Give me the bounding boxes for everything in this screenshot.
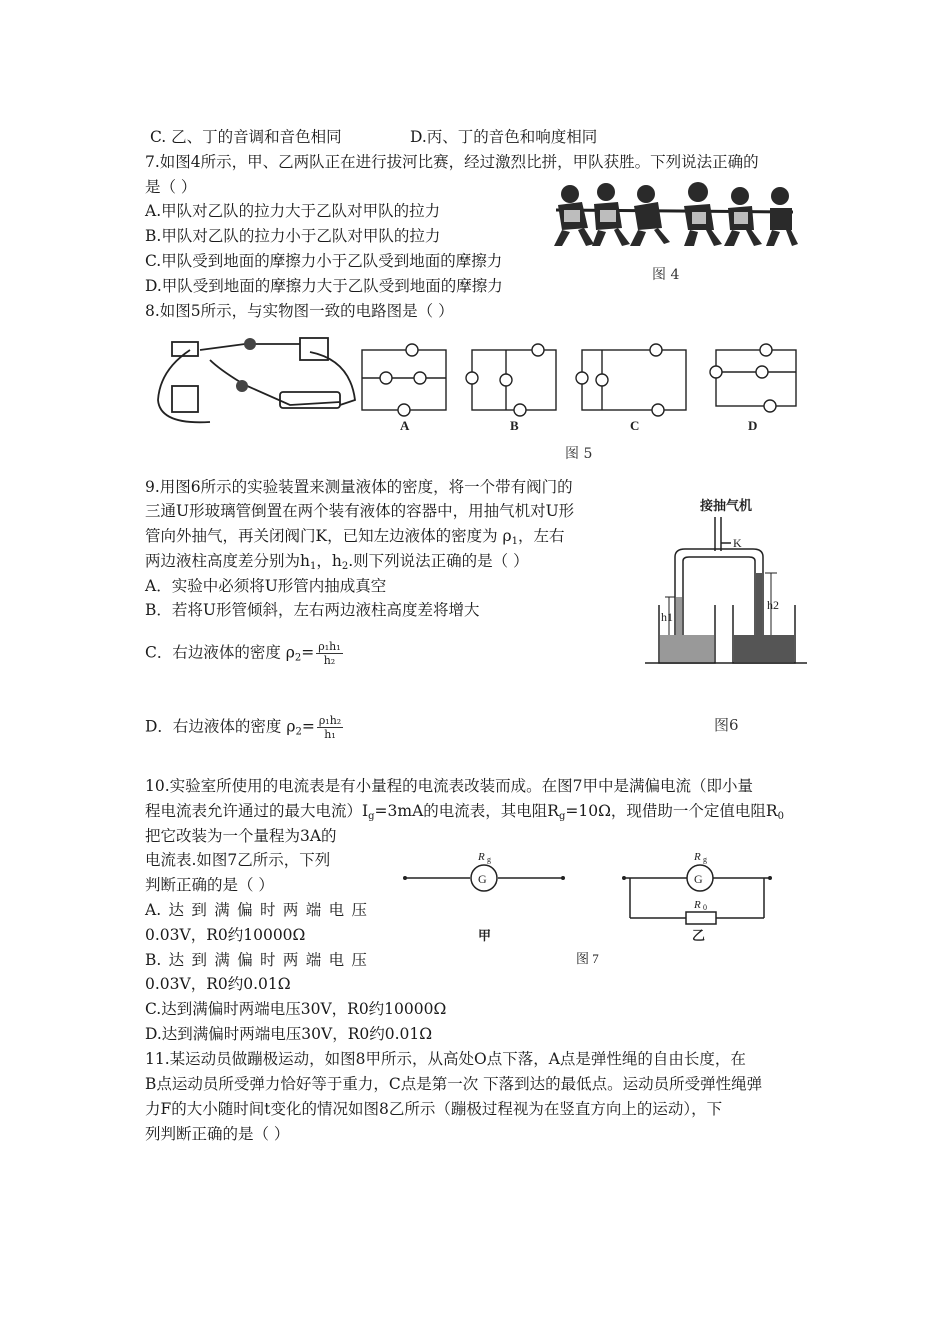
q10-option-c: C.达到满偏时两端电压30V，R0约10000Ω bbox=[145, 1000, 447, 1018]
q10-line-4: 电流表.如图7乙所示，下列 bbox=[145, 851, 331, 869]
circuit-figure-5 bbox=[150, 330, 810, 432]
option-c-label: C bbox=[630, 418, 640, 432]
galvanometer-figure-7 bbox=[400, 840, 790, 970]
q6-option-d: D.丙、丁的音色和响度相同 bbox=[410, 128, 598, 146]
option-b-label: B bbox=[510, 418, 519, 432]
q10-option-a-source bbox=[145, 900, 301, 920]
q10-line-1: 10.实验室所使用的电流表是有小量程的电流表改装而成。在图7甲中是满偏电流（即小量 bbox=[145, 777, 754, 795]
svg-text:G: G bbox=[478, 872, 487, 886]
q9-line-3: 管向外抽气，再关闭阀门K，已知左边液体的密度为 $\rho_1$，左右 bbox=[145, 527, 565, 547]
q10-line-3: 把它改装为一个量程为3A的 bbox=[145, 827, 337, 845]
figure-7-caption: 图 7 bbox=[576, 951, 599, 966]
svg-text:0: 0 bbox=[703, 903, 707, 912]
q10-option-b: B. 达 到 满 偏 时 两 端 电 压 bbox=[145, 951, 367, 969]
q8-stem: 8.如图5所示，与实物图一致的电路图是（ ） bbox=[145, 302, 454, 320]
q9-option-c: C．右边液体的密度 $\rho_2=$ $\frac{\text{ρ₁h₁}}{\text{h₂}}$ bbox=[145, 640, 341, 667]
svg-text:R: R bbox=[694, 899, 701, 911]
q10-option-a: A. 达 到 满 偏 时 两 端 电 压 bbox=[145, 901, 367, 919]
figure-6-caption: 图6 bbox=[714, 716, 739, 734]
q11-line-3: 力F的大小随时间t变化的情况如图8乙所示（蹦极过程视为在竖直方向上的运动），下 bbox=[145, 1100, 723, 1118]
q9-line-2: 三通U形玻璃管倒置在两个装有液体的容器中，用抽气机对U形 bbox=[145, 502, 575, 520]
q9-line-1: 9.用图6所示的实验装置来测量液体的密度，将一个带有阀门的 bbox=[145, 478, 573, 496]
q7-stem-cont: 是（ ） bbox=[145, 178, 197, 196]
q9-option-b: B．若将U形管倾斜，左右两边液柱高度差将增大 bbox=[145, 601, 480, 619]
svg-text:R: R bbox=[478, 851, 485, 863]
q10-line-2: 程电流表允许通过的最大电流）$I_g=3mA$的电流表，其电阻$R_g=10\Omega$，现借助一个定值电阻$R_0$ bbox=[145, 802, 784, 822]
q6-option-c: C. 乙、丁的音调和音色相同 bbox=[150, 128, 342, 146]
figure-yi-label: 乙 bbox=[692, 928, 706, 943]
option-a-label: A bbox=[400, 418, 410, 432]
q7-stem: 7.如图4所示，甲、乙两队正在进行拔河比赛，经过激烈比拼，甲队获胜。下列说法正确的 bbox=[145, 153, 759, 171]
svg-text:g: g bbox=[487, 855, 491, 864]
svg-text:g: g bbox=[703, 855, 707, 864]
fraction-c-numerator: ρ₁h₁ bbox=[318, 640, 341, 653]
fraction-c-denominator: h₂ bbox=[323, 654, 336, 667]
u-tube-apparatus-figure bbox=[645, 495, 815, 670]
q7-option-c: C.甲队受到地面的摩擦力小于乙队受到地面的摩擦力 bbox=[145, 252, 503, 270]
q9-option-d: D．右边液体的密度 $\rho_2=$ $\frac{\text{ρ₁h₂}}{\text{h₁}}$ bbox=[145, 714, 342, 741]
svg-text:R: R bbox=[694, 851, 701, 863]
fraction-d-denominator: h₁ bbox=[324, 728, 336, 741]
q11-line-1: 11.某运动员做蹦极运动，如图8甲所示，从高处O点下落，A点是弹性绳的自由长度，在 bbox=[145, 1050, 746, 1068]
vacuum-pump-label: 接抽气机 bbox=[700, 499, 753, 514]
q10-option-b-cont: 0.03V，R0约0.01Ω bbox=[145, 975, 291, 993]
svg-text:G: G bbox=[694, 872, 703, 886]
h1-label: h1 bbox=[661, 610, 673, 624]
tug-of-war-figure bbox=[548, 180, 800, 250]
q11-line-2: B点运动员所受弹力恰好等于重力，C点是第一次 下落到达的最低点。运动员所受弹性绳弹 bbox=[145, 1075, 763, 1093]
q7-option-a: A.甲队对乙队的拉力大于乙队对甲队的拉力 bbox=[145, 202, 441, 220]
h2-label: h2 bbox=[767, 598, 779, 612]
q7-option-b: B.甲队对乙队的拉力小于乙队对甲队的拉力 bbox=[145, 227, 441, 245]
q10-line-5: 判断正确的是（ ） bbox=[145, 876, 274, 894]
q10-option-b-source bbox=[145, 950, 301, 970]
figure-jia-label: 甲 bbox=[478, 928, 492, 943]
figure-4-caption: 图 4 bbox=[652, 267, 680, 283]
figure-5-caption: 图 5 bbox=[565, 446, 593, 462]
option-d-label: D bbox=[748, 418, 758, 432]
q9-line-4: 两边液柱高度差分别为$h_1$，$h_2$.则下列说法正确的是（ ） bbox=[145, 552, 529, 572]
q7-option-d: D.甲队受到地面的摩擦力大于乙队受到地面的摩擦力 bbox=[145, 277, 503, 295]
valve-k-label: K bbox=[733, 536, 742, 550]
q10-option-a-cont: 0.03V，R0约10000Ω bbox=[145, 926, 306, 944]
fraction-d-numerator: ρ₁h₂ bbox=[318, 714, 342, 727]
q9-option-a: A．实验中必须将U形管内抽成真空 bbox=[145, 577, 387, 595]
q10-option-d: D.达到满偏时两端电压30V，R0约0.01Ω bbox=[145, 1025, 433, 1043]
q11-line-4: 列判断正确的是（ ） bbox=[145, 1125, 290, 1143]
